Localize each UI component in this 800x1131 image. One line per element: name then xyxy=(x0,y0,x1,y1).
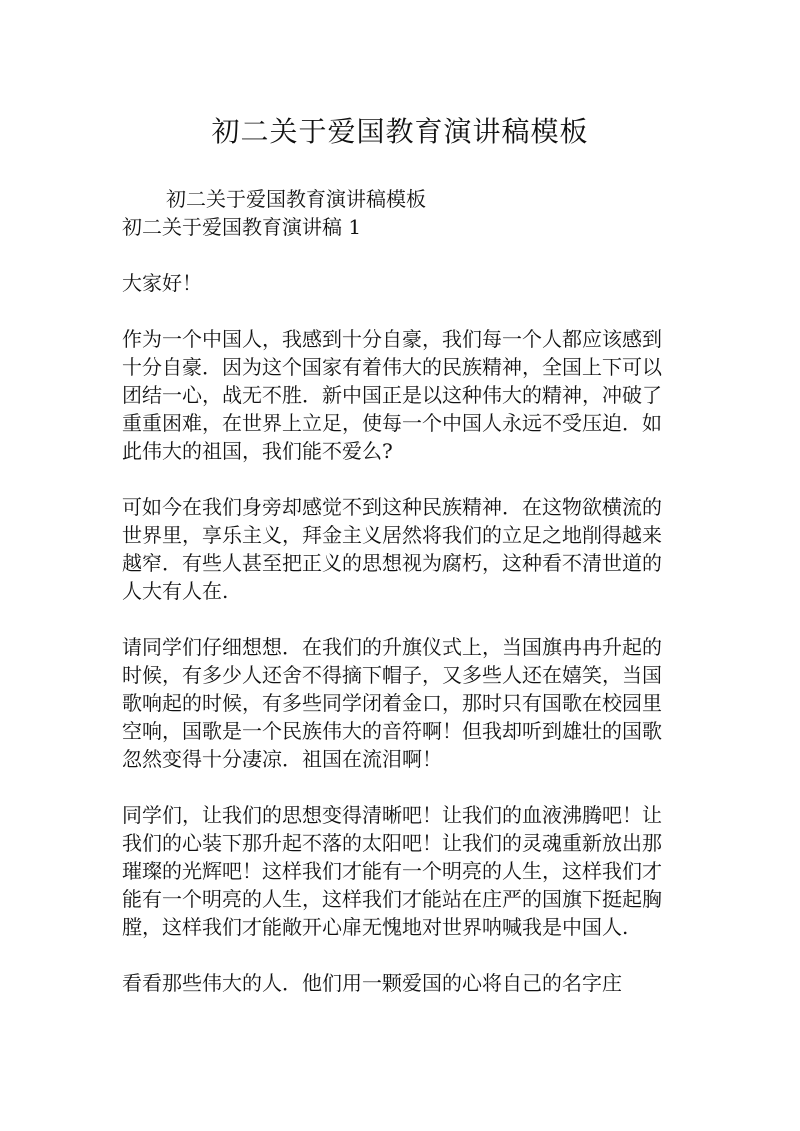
paragraph-1: 作为一个中国人，我感到十分自豪，我们每一个人都应该感到十分自豪．因为这个国家有着伟大的民族精神，全国上下可以团结一心，战无不胜．新中国正是以这种伟大的精神，冲破了重重困难，在世界上立足，使每一个中国人永远不受压迫．如此伟大的祖国，我们能不爱么? xyxy=(122,327,662,463)
document-title: 初二关于爱国教育演讲稿模板 xyxy=(211,115,589,148)
section-heading: 初二关于爱国教育演讲稿 1 xyxy=(122,215,362,239)
paragraph-gap xyxy=(122,605,662,633)
document-subtitle: 初二关于爱国教育演讲稿模板 xyxy=(166,187,426,211)
paragraph-gap xyxy=(122,773,662,801)
paragraph-4: 同学们，让我们的思想变得清晰吧！让我们的血液沸腾吧！让我们的心装下那升起不落的太阳吧！让我们的灵魂重新放出那璀璨的光辉吧！这样我们才能有一个明亮的人生，这样我们才能有一个明亮的人生，这样我们才能站在庄严的国旗下挺起胸膛，这样我们才能敞开心扉无愧地对世界呐喊我是中国人. xyxy=(122,803,662,939)
paragraph-2: 可如今在我们身旁却感觉不到这种民族精神．在这物欲横流的世界里，享乐主义，拜金主义居然将我们的立足之地削得越来越窄．有些人甚至把正义的思想视为腐朽，这种看不清世道的人大有人在. xyxy=(122,495,662,603)
paragraph-gap xyxy=(122,941,662,969)
paragraph-gap xyxy=(122,297,662,325)
paragraph-3: 请同学们仔细想想．在我们的升旗仪式上，当国旗冉冉升起的时候，有多少人还舍不得摘下帽子，又多些人还在嬉笑，当国歌响起的时候，有多些同学闭着金口，那时只有国歌在校园里空响，国歌是一个民族伟大的音符啊！但我却听到雄壮的国歌忽然变得十分凄凉．祖国在流泪啊！ xyxy=(122,635,662,771)
paragraph-5: 看看那些伟大的人．他们用一颗爱国的心将自己的名字庄 xyxy=(122,971,622,995)
greeting: 大家好！ xyxy=(122,271,202,295)
paragraph-gap xyxy=(122,465,662,493)
paragraph-gap xyxy=(122,241,662,269)
document-body xyxy=(122,185,662,997)
